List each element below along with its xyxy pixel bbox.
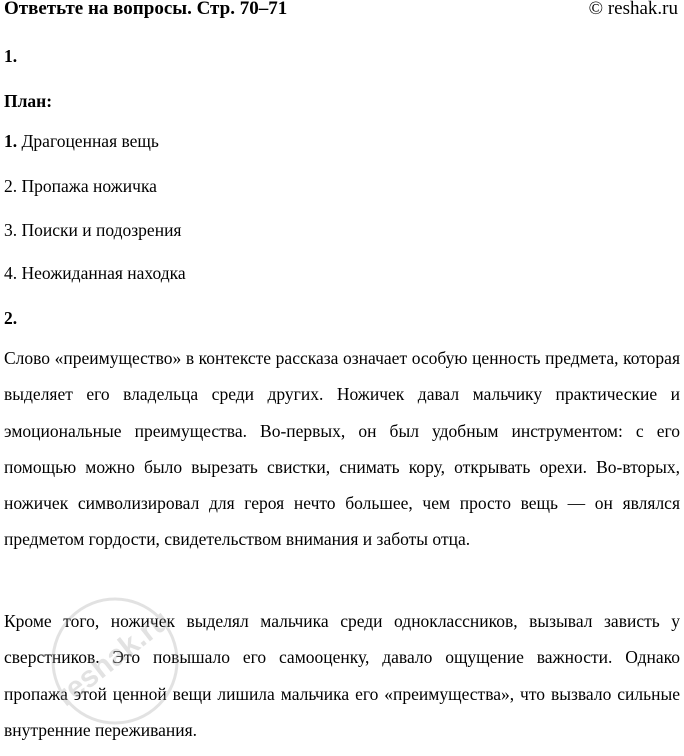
plan-title: План: [4,91,53,111]
copyright-notice: © reshak.ru [588,0,678,19]
svg-text:reshak.ru: reshak.ru [49,603,177,713]
section-2-number: 2. [4,308,18,328]
plan-item-1-number: 1. [4,131,18,151]
page-title: Ответьте на вопросы. Стр. 70–71 [4,0,288,19]
section-1-number: 1. [4,46,18,66]
plan-item-2: 2. Пропажа ножичка [4,176,157,196]
answer-paragraph-2: Кроме того, ножичек выделял мальчика среди одноклассников, вызывал зависть у сверстников. Это повышало его самооценку, давало ощущение важности. Однако пропажа этой ценной вещи лишила мальчика его «преимущества», что вызвало сильные внутренние переживания. [4,611,680,740]
page-header [4,0,680,22]
answer-paragraph-1: Слово «преимущество» в контексте рассказа означает особую ценность предмета, которая выделяет его владельца среди других. Ножичек давал мальчику практические и эмоциональные преимущества. Во-первых, он был удобным инструментом: с его помощью можно было вырезать свистки, снимать кору, открывать орехи. Во-вторых, ножичек символизировал для героя нечто большее, чем просто вещь — он являлся предметом гордости, свидетельством внимания и заботы отца. [4,348,680,550]
plan-item-3: 3. Поиски и подозрения [4,220,182,240]
plan-item-1 [4,130,159,152]
plan-item-1-text: Драгоценная вещь [17,131,159,151]
plan-item-4: 4. Неожиданная находка [4,263,186,283]
